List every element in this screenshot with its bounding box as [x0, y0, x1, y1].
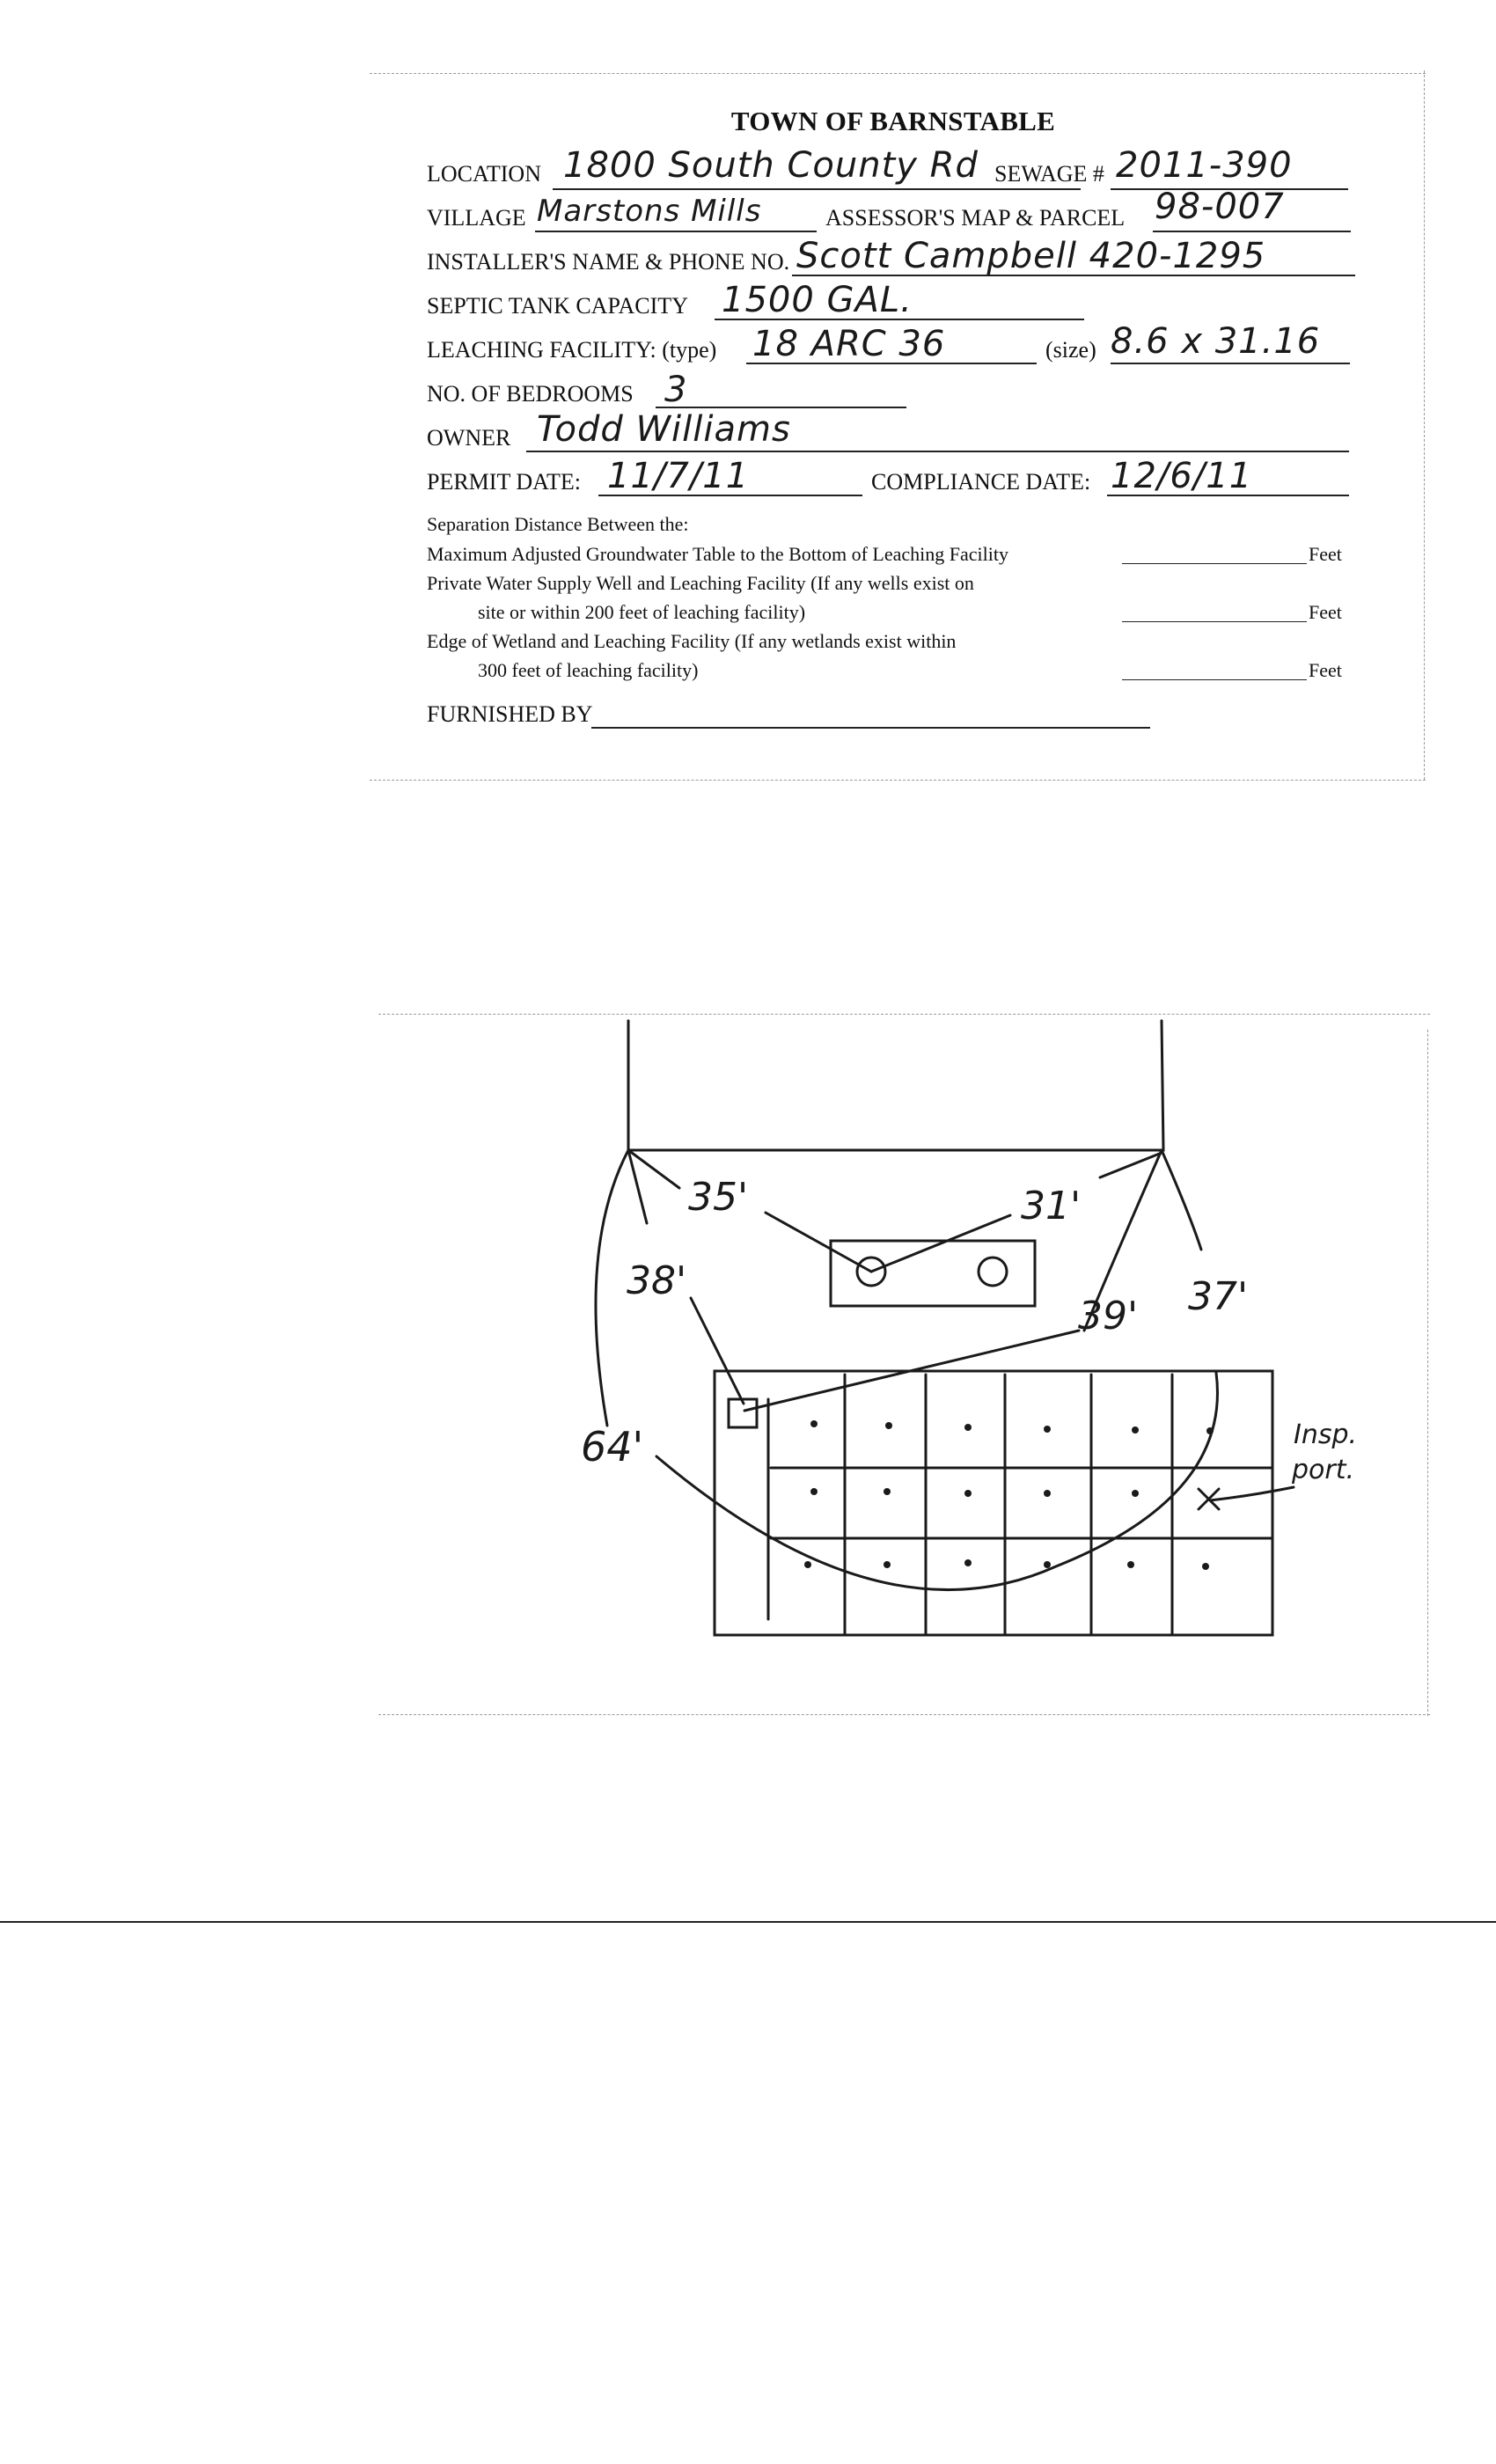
- separation-wetland-1: Edge of Wetland and Leaching Facility (If any wetlands exist within: [427, 630, 957, 652]
- installer-label: INSTALLER'S NAME & PHONE NO.: [427, 249, 790, 275]
- installer-value: Scott Campbell 420-1295: [796, 236, 1266, 276]
- tank-outlet: [979, 1258, 1007, 1286]
- separation-groundwater: Maximum Adjusted Groundwater Table to the Bottom of Leaching Facility: [427, 543, 1008, 565]
- page-divider: [0, 1921, 1496, 1923]
- separation-well-1: Private Water Supply Well and Leaching Facility (If any wells exist on: [427, 572, 974, 594]
- feet-label-1: Feet: [1309, 543, 1342, 565]
- sewage-label: SEWAGE #: [994, 161, 1104, 187]
- permit-date-value: 11/7/11: [607, 456, 750, 496]
- separation-heading: Separation Distance Between the:: [427, 513, 689, 535]
- distance-37: 37': [1188, 1274, 1249, 1319]
- location-value: 1800 South County Rd: [563, 145, 979, 186]
- separation-well-2: site or within 200 feet of leaching facility): [478, 601, 806, 623]
- leaching-type-value: 18 ARC 36: [752, 324, 946, 364]
- leaching-size-label: (size): [1045, 337, 1096, 363]
- owner-label: OWNER: [427, 425, 511, 451]
- bedrooms-label: NO. OF BEDROOMS: [427, 381, 634, 407]
- permit-date-label: PERMIT DATE:: [427, 469, 582, 495]
- distance-64: 64': [581, 1423, 644, 1470]
- compliance-date-value: 12/6/11: [1111, 456, 1253, 496]
- tank-value: 1500 GAL.: [722, 280, 913, 320]
- leaching-size-value: 8.6 x 31.16: [1111, 321, 1321, 362]
- village-value: Marstons Mills: [537, 194, 762, 229]
- owner-value: Todd Williams: [537, 409, 791, 450]
- separation-wetland-2: 300 feet of leaching facility): [478, 659, 699, 681]
- grid-dots: [804, 1420, 1214, 1570]
- house-outline: [628, 1021, 1163, 1150]
- bedrooms-value: 3: [664, 370, 688, 410]
- distance-38: 38': [627, 1258, 687, 1303]
- inspection-port-label-1: Insp.: [1294, 1419, 1358, 1450]
- leaching-field: [715, 1371, 1272, 1635]
- feet-label-3: Feet: [1309, 659, 1342, 681]
- inspection-port-label-2: port.: [1292, 1455, 1355, 1485]
- distance-35: 35': [688, 1175, 749, 1220]
- tank-label: SEPTIC TANK CAPACITY: [427, 293, 688, 319]
- assessor-map-value: 98-007: [1155, 187, 1285, 227]
- compliance-date-label: COMPLIANCE DATE:: [871, 469, 1091, 495]
- form-title: TOWN OF BARNSTABLE: [730, 106, 1056, 136]
- feet-label-2: Feet: [1309, 601, 1342, 623]
- furnished-by-label: FURNISHED BY: [427, 701, 593, 727]
- sewage-value: 2011-390: [1116, 145, 1293, 186]
- location-label: LOCATION: [427, 161, 541, 187]
- assessor-map-label: ASSESSOR'S MAP & PARCEL: [825, 205, 1126, 231]
- village-label: VILLAGE: [427, 205, 526, 231]
- septic-tank: [831, 1241, 1035, 1306]
- distance-39: 39': [1078, 1294, 1139, 1338]
- distance-31: 31': [1021, 1184, 1082, 1228]
- leaching-type-label: LEACHING FACILITY: (type): [427, 337, 717, 363]
